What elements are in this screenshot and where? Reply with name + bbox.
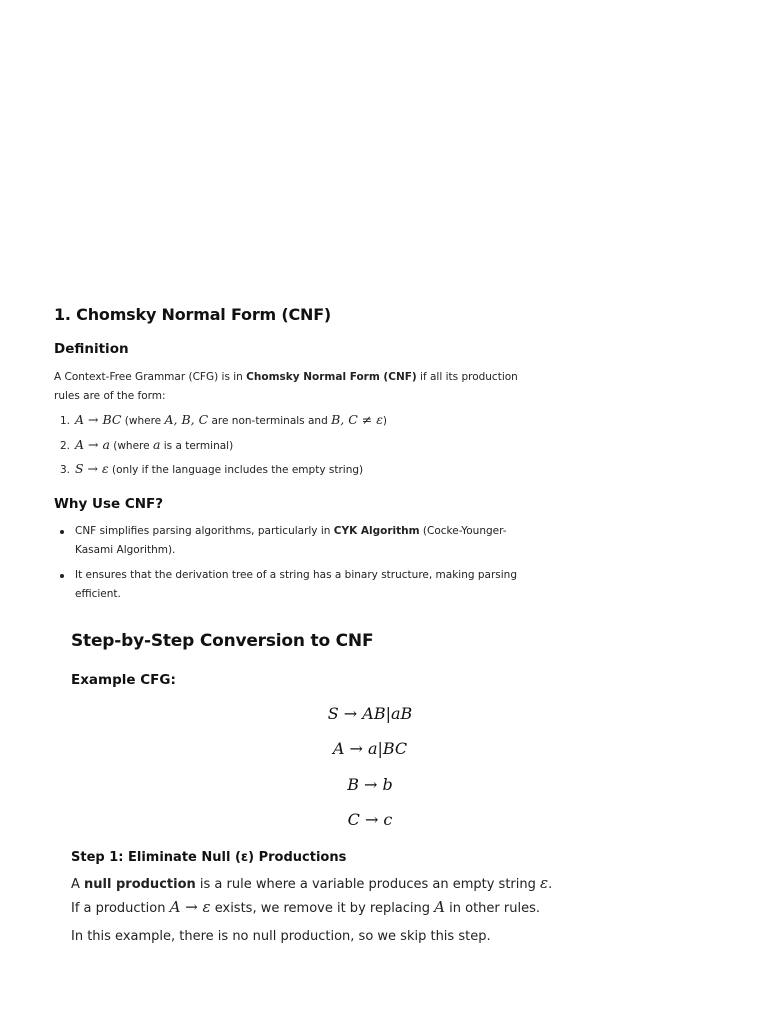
rule-item: [60, 412, 387, 427]
why-use-heading: Why Use CNF?: [54, 496, 164, 512]
rule-number: 2.: [60, 440, 71, 452]
definition-text-post: if all its production rules are of the form:: [54, 371, 518, 402]
bullet-text: [75, 522, 515, 560]
rule-text: (only if the language includes the empty string): [108, 464, 364, 476]
bullet-dot: [60, 530, 64, 534]
paragraph-text: .: [548, 877, 553, 892]
paragraph: [71, 898, 540, 916]
definition-text-pre: A Context-Free Grammar (CFG) is in: [54, 371, 247, 383]
rule-math: B, C ≠ ε: [331, 412, 383, 427]
rule-text: (where: [121, 415, 165, 427]
equation: A → a|BC: [332, 739, 408, 758]
bullet-text: It ensures that the derivation tree of a string has a binary structure, making parsing efficient.: [75, 569, 517, 600]
paragraph: [71, 874, 552, 892]
bullet-text-bold: CYK Algorithm: [333, 525, 420, 537]
rule-text: is a terminal): [160, 440, 234, 452]
rule-number: 1.: [60, 415, 71, 427]
paragraph-text: If a production: [71, 901, 170, 916]
definition-text: [54, 368, 524, 406]
rule-text: are non-terminals and: [208, 415, 332, 427]
rule-math: A → a: [75, 437, 110, 452]
step1-heading: Step 1: Eliminate Null (ε) Productions: [71, 850, 347, 865]
section-title-conversion: Step-by-Step Conversion to CNF: [71, 631, 374, 651]
equation: S → AB|aB: [327, 704, 413, 723]
rule-item: [60, 461, 363, 476]
paragraph-text: A: [71, 877, 85, 892]
paragraph-bold: null production: [84, 877, 196, 892]
equation: B → b: [347, 775, 393, 794]
example-heading: Example CFG:: [71, 672, 176, 688]
paragraph-math: A: [434, 898, 446, 916]
paragraph-text: in other rules.: [445, 901, 540, 916]
rule-math: S → ε: [75, 461, 109, 476]
rule-text: (where: [109, 440, 153, 452]
rule-math: a: [152, 437, 161, 452]
paragraph-math: A → ε: [169, 898, 211, 916]
paragraph-math: ε: [540, 874, 549, 892]
rule-math: A, B, C: [164, 412, 209, 427]
rule-item: [60, 437, 233, 452]
section-title-cnf: 1. Chomsky Normal Form (CNF): [54, 305, 332, 324]
bullet-text-pre: CNF simplifies parsing algorithms, particularly in: [75, 525, 334, 537]
rule-number: 3.: [60, 464, 71, 476]
definition-text-bold: Chomsky Normal Form (CNF): [246, 371, 417, 383]
definition-heading: Definition: [54, 341, 129, 357]
bullet-dot: [60, 574, 64, 578]
paragraph-text: is a rule where a variable produces an empty string: [195, 877, 540, 892]
paragraph: In this example, there is no null production, so we skip this step.: [71, 929, 491, 944]
rule-text: ): [382, 415, 388, 427]
paragraph-text: exists, we remove it by replacing: [210, 901, 435, 916]
rule-math: A → BC: [75, 412, 122, 427]
equation: C → c: [347, 810, 393, 829]
bullet-text-post: (Cocke-Younger-Kasami Algorithm).: [75, 525, 507, 556]
